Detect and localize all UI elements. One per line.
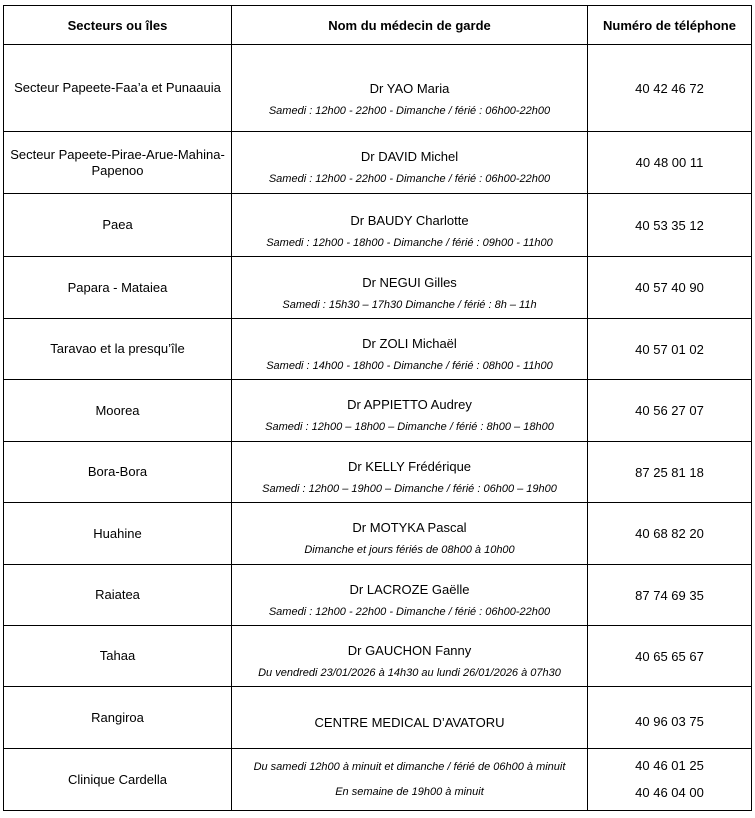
table-row [4, 442, 752, 503]
phone-number[interactable]: 40 68 82 20 [588, 503, 752, 565]
sector-cell: Papara - Mataiea [4, 257, 232, 319]
doctor-cell [232, 687, 588, 749]
header-sector: Secteurs ou îles [4, 6, 232, 45]
phone-number[interactable]: 87 74 69 35 [588, 565, 752, 626]
sector-cell: Paea [4, 194, 232, 257]
header-phone: Numéro de téléphone [588, 6, 752, 45]
phone-number[interactable]: 40 53 35 12 [588, 194, 752, 257]
on-call-hours: Du samedi 12h00 à minuit et dimanche / férié de 06h00 à minuit [253, 761, 566, 773]
table-row [4, 45, 752, 132]
phone-number[interactable]: 40 48 00 11 [588, 132, 752, 194]
doctor-name: Dr GAUCHON Fanny [347, 642, 472, 658]
table-row [4, 687, 752, 749]
doctor-cell [232, 749, 588, 811]
table-row [4, 194, 752, 257]
doctor-cell [232, 45, 588, 132]
on-call-hours: Samedi : 15h30 – 17h30 Dimanche / férié : 8h – 11h [282, 298, 537, 311]
doctor-name: Dr NEGUI Gilles [362, 274, 457, 290]
doctor-name: CENTRE MEDICAL D’AVATORU [314, 714, 505, 730]
doctor-name: Dr MOTYKA Pascal [352, 520, 467, 535]
table-row [4, 503, 752, 565]
doctor-name: Dr APPIETTO Audrey [347, 397, 472, 412]
phone-number[interactable]: 40 57 40 90 [588, 257, 752, 319]
table-row [4, 749, 752, 811]
sector-cell: Rangiroa [4, 687, 232, 749]
doctor-name: Dr DAVID Michel [360, 149, 459, 164]
doctor-name: Dr LACROZE Gaëlle [349, 581, 470, 597]
doctor-cell [232, 319, 588, 380]
table-row [4, 626, 752, 687]
table-row [4, 319, 752, 380]
table-row [4, 380, 752, 442]
on-call-hours: Du vendredi 23/01/2026 à 14h30 au lundi 26/01/2026 à 07h30 [258, 666, 561, 679]
doctor-name: Dr BAUDY Charlotte [350, 212, 469, 228]
phone-number[interactable]: 40 57 01 02 [588, 319, 752, 380]
sector-cell: Bora-Bora [4, 442, 232, 503]
phone-number[interactable]: 40 65 65 67 [588, 626, 752, 687]
on-call-doctors-table [3, 5, 752, 811]
phone-number[interactable]: 40 42 46 72 [588, 45, 752, 132]
doctor-cell [232, 132, 588, 194]
doctor-name: Dr YAO Maria [369, 81, 450, 96]
phone-number[interactable]: 40 96 03 75 [588, 687, 752, 749]
phone-number[interactable]: 40 46 04 00 [635, 785, 704, 800]
sector-cell: Clinique Cardella [4, 749, 232, 811]
header-row [4, 6, 752, 45]
sector-cell: Secteur Papeete-Pirae-Arue-Mahina-Papenoo [4, 132, 232, 194]
sector-cell: Secteur Papeete-Faa’a et Punaauia [4, 45, 232, 132]
sector-cell: Taravao et la presqu’île [4, 319, 232, 380]
sector-cell: Tahaa [4, 626, 232, 687]
on-call-hours: Samedi : 12h00 – 19h00 – Dimanche / férié : 06h00 – 19h00 [262, 482, 557, 495]
on-call-hours: Samedi : 12h00 - 22h00 - Dimanche / férié : 06h00-22h00 [268, 173, 551, 185]
doctor-cell [232, 503, 588, 565]
phone-number[interactable]: 40 56 27 07 [588, 380, 752, 442]
header-doctor: Nom du médecin de garde [232, 6, 588, 45]
doctor-cell [232, 565, 588, 626]
doctor-cell [232, 626, 588, 687]
doctor-cell [232, 257, 588, 319]
on-call-hours: En semaine de 19h00 à minuit [335, 786, 484, 798]
phone-number[interactable]: 40 46 01 25 [635, 758, 704, 773]
on-call-hours: Samedi : 12h00 - 18h00 - Dimanche / férié : 09h00 - 11h00 [266, 236, 553, 249]
table-row [4, 257, 752, 319]
doctor-cell [232, 380, 588, 442]
table-row [4, 132, 752, 194]
doctor-name: Dr KELLY Frédérique [347, 458, 472, 474]
table-row [4, 565, 752, 626]
sector-cell: Huahine [4, 503, 232, 565]
phone-cell [588, 749, 752, 811]
sector-cell: Raiatea [4, 565, 232, 626]
on-call-hours: Samedi : 12h00 – 18h00 – Dimanche / férié : 8h00 – 18h00 [265, 421, 554, 433]
on-call-hours: Samedi : 14h00 - 18h00 - Dimanche / férié : 08h00 - 11h00 [266, 359, 553, 372]
sector-cell: Moorea [4, 380, 232, 442]
phone-number[interactable]: 87 25 81 18 [588, 442, 752, 503]
doctor-cell [232, 194, 588, 257]
on-call-hours: Samedi : 12h00 - 22h00 - Dimanche / férié : 06h00-22h00 [268, 105, 551, 117]
on-call-hours: Samedi : 12h00 - 22h00 - Dimanche / férié : 06h00-22h00 [268, 605, 551, 618]
doctor-name: Dr ZOLI Michaël [362, 335, 457, 351]
on-call-hours: Dimanche et jours fériés de 08h00 à 10h00 [304, 544, 515, 556]
doctor-cell [232, 442, 588, 503]
